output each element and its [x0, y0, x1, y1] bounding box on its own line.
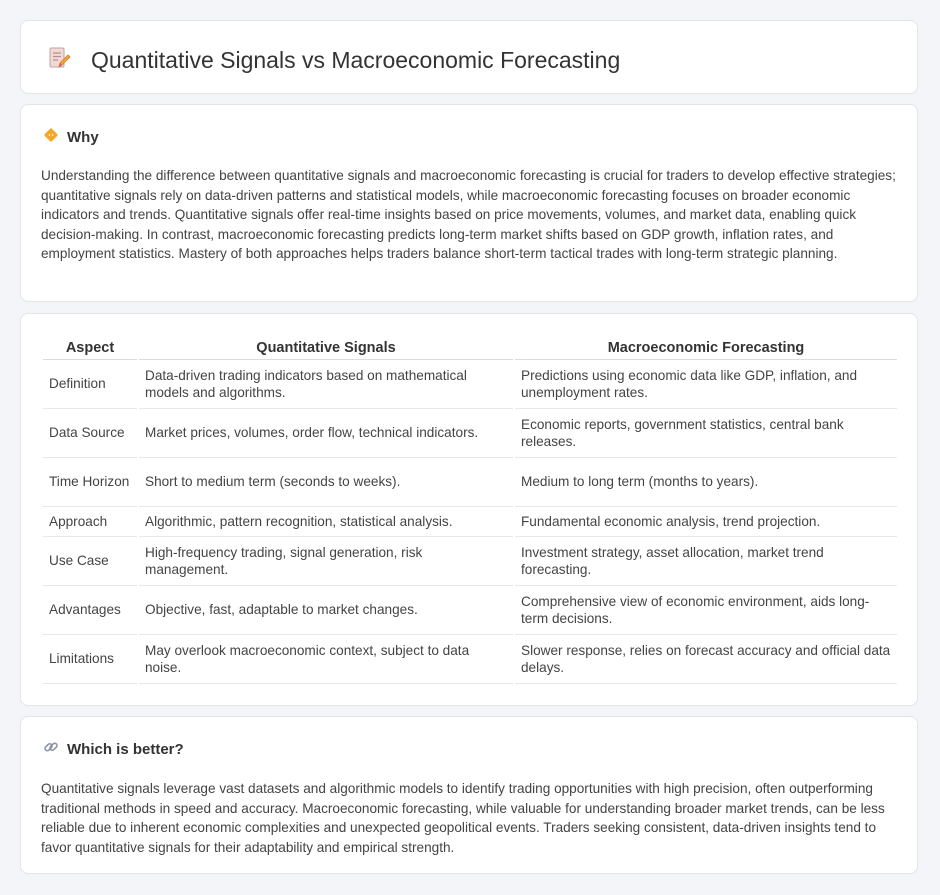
comparison-section — [20, 313, 918, 706]
better-heading: Which is better? — [67, 741, 184, 758]
header-macroeconomic: Macroeconomic Forecasting — [515, 337, 897, 360]
row-quant: Short to medium term (seconds to weeks). — [139, 458, 513, 507]
row-aspect: Data Source — [43, 409, 137, 458]
row-aspect: Approach — [43, 507, 137, 537]
table-header-row — [43, 337, 897, 360]
row-macro: Predictions using economic data like GDP, inflation, and unemployment rates. — [515, 360, 897, 409]
row-quant: Algorithmic, pattern recognition, statistical analysis. — [139, 507, 513, 537]
document-pencil-icon — [47, 46, 71, 75]
table-row — [43, 586, 897, 635]
table-row — [43, 360, 897, 409]
better-section — [20, 716, 918, 874]
row-macro: Economic reports, government statistics, central bank releases. — [515, 409, 897, 458]
row-macro: Slower response, relies on forecast accuracy and official data delays. — [515, 635, 897, 684]
header-quantitative: Quantitative Signals — [139, 337, 513, 360]
table-row — [43, 537, 897, 586]
why-heading: Why — [67, 129, 99, 146]
table-row — [43, 458, 897, 507]
row-quant: High-frequency trading, signal generation, risk management. — [139, 537, 513, 586]
diamond-arrows-icon — [43, 127, 59, 148]
why-section — [20, 104, 918, 302]
row-macro: Comprehensive view of economic environment, aids long-term decisions. — [515, 586, 897, 635]
page-title: Quantitative Signals vs Macroeconomic Forecasting — [91, 47, 621, 73]
row-macro: Medium to long term (months to years). — [515, 458, 897, 507]
comparison-table — [41, 337, 899, 684]
row-aspect: Use Case — [43, 537, 137, 586]
row-aspect: Time Horizon — [43, 458, 137, 507]
table-row — [43, 409, 897, 458]
row-macro: Fundamental economic analysis, trend projection. — [515, 507, 897, 537]
row-macro: Investment strategy, asset allocation, market trend forecasting. — [515, 537, 897, 586]
row-quant: Market prices, volumes, order flow, technical indicators. — [139, 409, 513, 458]
table-row — [43, 507, 897, 537]
row-aspect: Definition — [43, 360, 137, 409]
row-aspect: Limitations — [43, 635, 137, 684]
link-icon — [43, 739, 59, 760]
title-card — [20, 20, 918, 94]
table-row — [43, 635, 897, 684]
row-quant: Objective, fast, adaptable to market changes. — [139, 586, 513, 635]
why-text: Understanding the difference between quantitative signals and macroeconomic forecasting is crucial for traders to develop effective strategies; quantitative signals rely on data-driven patterns and statistical models, while macroeconomic forecasting focuses on broader economic indicators and trends. Quantitative signals offer real-time insights based on price movements, volumes, and market data, enabling quick decision-making. In contrast, macroeconomic forecasting predicts long-term market shifts based on GDP growth, inflation rates, and employment statistics. Mastery of both approaches helps traders balance short-term tactical trades with long-term strategic planning. — [41, 168, 896, 261]
row-quant: May overlook macroeconomic context, subject to data noise. — [139, 635, 513, 684]
row-aspect: Advantages — [43, 586, 137, 635]
row-quant: Data-driven trading indicators based on mathematical models and algorithms. — [139, 360, 513, 409]
better-text: Quantitative signals leverage vast datasets and algorithmic models to identify trading opportunities with high precision, often outperforming traditional methods in speed and accuracy. Macroeconomic forecasting, while valuable for understanding broader market trends, can be less reliable due to inherent economic complexities and unexpected geopolitical events. Traders seeking consistent, data-driven insights tend to favor quantitative signals for their adaptability and empirical strength. — [41, 781, 885, 855]
header-aspect: Aspect — [43, 337, 137, 360]
